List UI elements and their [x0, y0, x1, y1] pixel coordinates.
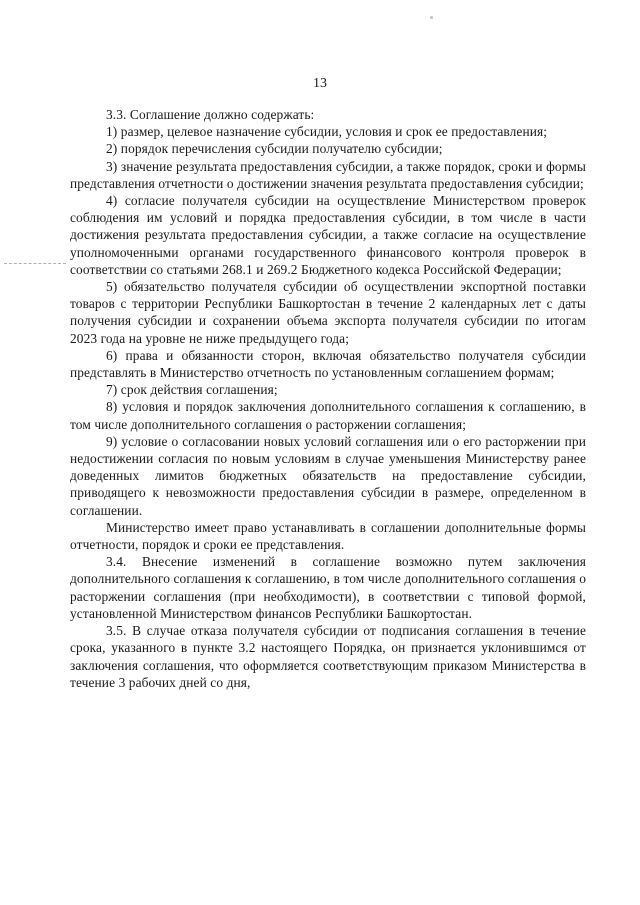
paragraph-item-8: 8) условия и порядок заключения дополнительного соглашения к соглашению, в том числе дополнительного соглашения о расторжении соглашения; [70, 399, 586, 432]
paragraph-item-5: 5) обязательство получателя субсидии об осуществлении экспортной поставки товаров с территории Республики Башкортостан в течение 2 календарных лет с даты получения субсидии и сохранении объема экспорта получателя субсидии по итогам 2023 года на уровне не ниже предыдущего года; [70, 279, 586, 346]
page-number: 13 [313, 76, 327, 91]
document-body [70, 106, 586, 691]
paragraph-item-3: 3) значение результата предоставления субсидии, а также порядок, сроки и формы представления отчетности о достижении значения результата предоставления субсидии; [70, 158, 586, 191]
paragraph-3-5: 3.5. В случае отказа получателя субсидии от подписания соглашения в течение срока, указанного в пункте 3.2 настоящего Порядка, он признается уклонившимся от заключения соглашения, что оформляется соответствующим приказом Министерства в течение 3 рабочих дней со дня, [70, 623, 586, 690]
paragraph-ministry-right: Министерство имеет право устанавливать в соглашении дополнительные формы отчетности, порядок и сроки ее представления. [70, 519, 586, 553]
paragraph-item-7: 7) срок действия соглашения; [106, 382, 278, 398]
paragraph-3-3: 3.3. Соглашение должно содержать: [106, 107, 315, 122]
paragraph-3-4: 3.4. Внесение изменений в соглашение возможно путем заключения дополнительного соглашения к соглашению, в том числе дополнительного соглашения о расторжении соглашения (при необходимости), в соответствии с типовой формой, установленной Министерством финансов Республики Башкортостан. [70, 554, 586, 621]
paragraph-item-4: 4) согласие получателя субсидии на осуществление Министерством проверок соблюдения им условий и порядка предоставления субсидии, в том числе в части достижения результата предоставления субсидии, а также согласие на осуществление уполномоченными органами государственного финансового контроля проверок в соответствии со статьями 268.1 и 269.2 Бюджетного кодекса Российской Федерации; [70, 193, 586, 277]
paragraph-item-9: 9) условие о согласовании новых условий соглашения или о его расторжении при недостижении согласия по новым условиям в случае уменьшения Министерству ранее доведенных лимитов бюджетных обязательств на предоставление субсидии, приводящего к невозможности предоставления субсидии в размере, определенном в соглашении. [70, 433, 586, 518]
scan-artifact [430, 16, 433, 19]
scan-artifact [4, 263, 66, 265]
paragraph-item-1: 1) размер, целевое назначение субсидии, условия и срок ее предоставления; [106, 124, 548, 140]
paragraph-item-6: 6) права и обязанности сторон, включая обязательство получателя субсидии представлять в Министерство отчетность по установленным соглашением формам; [70, 347, 586, 381]
paragraph-item-2: 2) порядок перечисления субсидии получателю субсидии; [106, 141, 443, 157]
